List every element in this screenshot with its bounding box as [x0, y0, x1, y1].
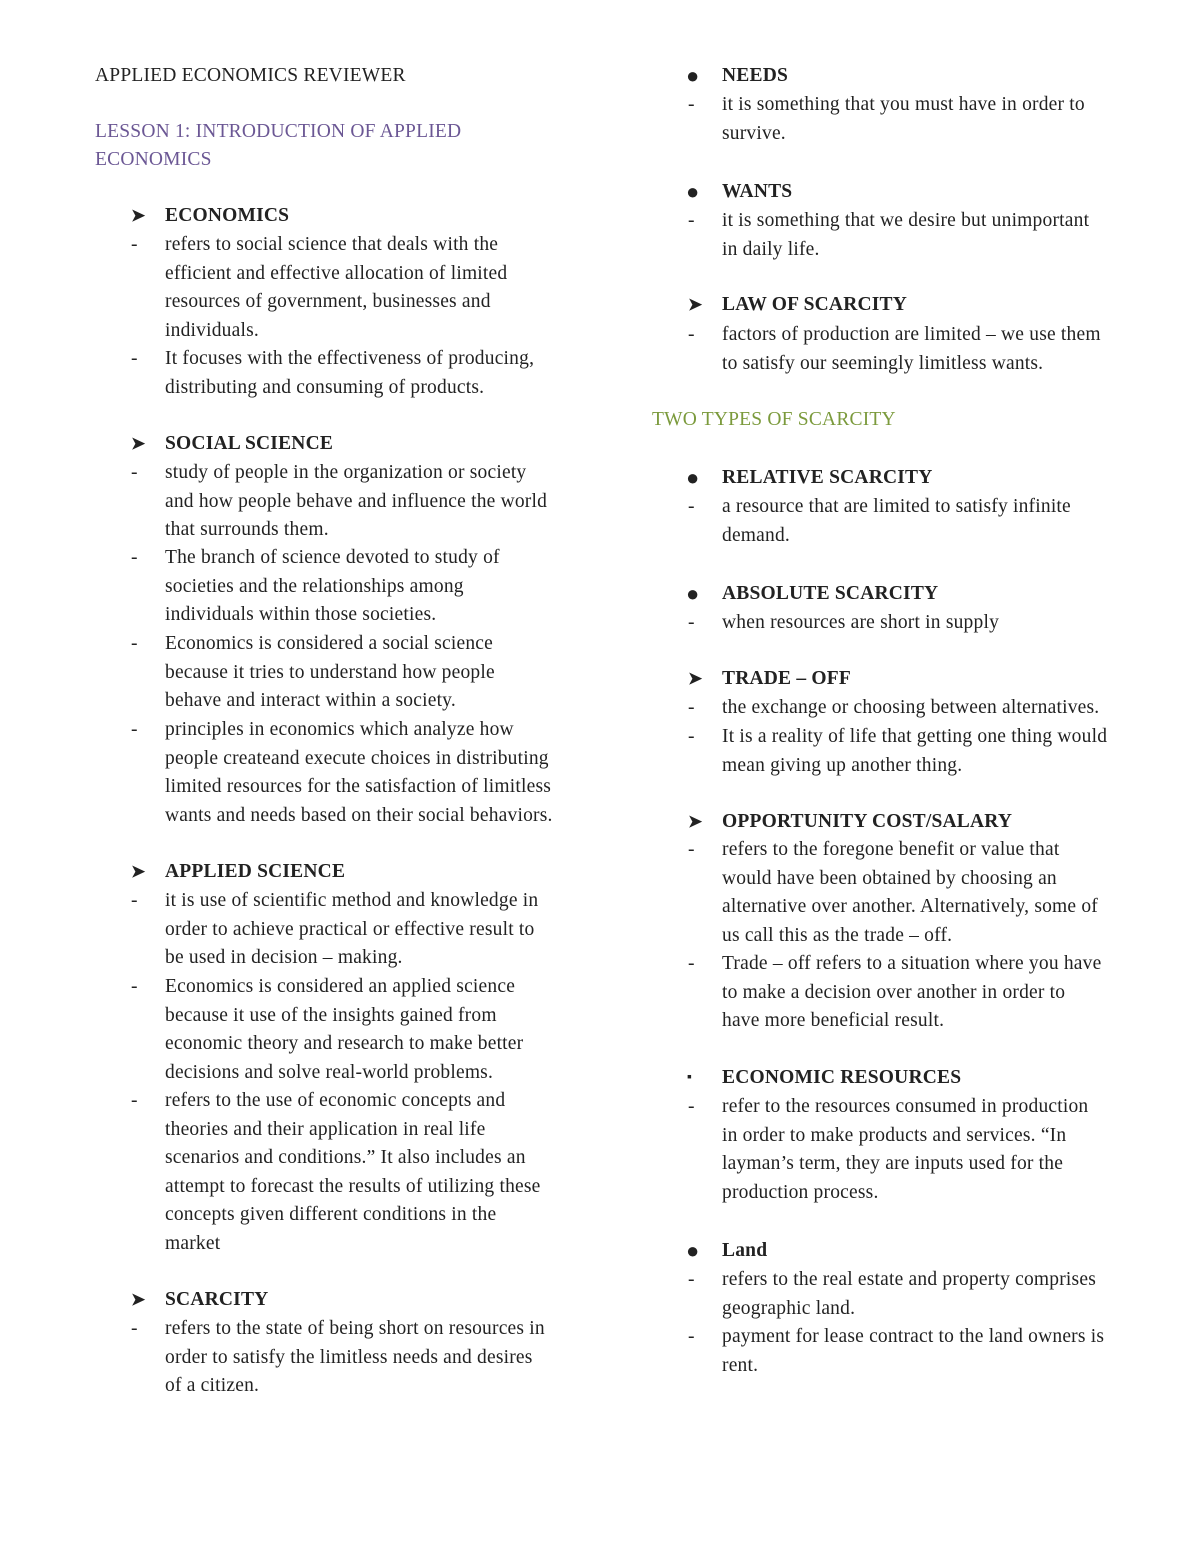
- definition-text: have more beneficial result.: [722, 1010, 945, 1031]
- section-heading: [652, 291, 1152, 319]
- dot-bullet-icon: ●: [686, 1238, 700, 1263]
- section-heading-text: WANTS: [722, 181, 793, 202]
- arrow-bullet-icon: ➤: [131, 434, 146, 453]
- definition-continuation: [95, 687, 595, 715]
- definition-continuation: [652, 1122, 1152, 1150]
- dash-bullet-icon: -: [688, 324, 695, 345]
- definition-text: alternative over another. Alternatively, some of: [722, 896, 1098, 917]
- dash-bullet-icon: -: [688, 210, 695, 231]
- definition-continuation: [95, 659, 595, 687]
- definition-text: behave and interact within a society.: [165, 690, 456, 711]
- definition-text: refers to the use of economic concepts and: [165, 1090, 506, 1111]
- dash-bullet-icon: -: [131, 719, 138, 740]
- section-heading-text: ECONOMIC RESOURCES: [722, 1067, 962, 1088]
- dash-bullet-icon: -: [688, 1096, 695, 1117]
- definition-continuation: [95, 916, 595, 944]
- dash-bullet-icon: -: [131, 234, 138, 255]
- definition-text: Economics is considered a social science: [165, 633, 494, 654]
- definition-continuation: [95, 1230, 595, 1258]
- definition-continuation: [95, 773, 595, 801]
- dot-bullet-icon: ●: [686, 581, 700, 606]
- definition-text: in daily life.: [722, 239, 820, 260]
- definition-item: [652, 950, 1152, 978]
- definition-text: and how people behave and influence the world: [165, 491, 548, 512]
- dash-bullet-icon: -: [131, 890, 138, 911]
- dash-bullet-icon: -: [688, 953, 695, 974]
- definition-item: [95, 1087, 595, 1115]
- definition-text: that surrounds them.: [165, 519, 329, 540]
- definition-text: to make a decision over another in order to: [722, 982, 1066, 1003]
- dash-bullet-icon: -: [688, 496, 695, 517]
- definition-text: it is something that we desire but unimportant: [722, 210, 1090, 231]
- definition-text: order to satisfy the limitless needs and desires: [165, 1347, 533, 1368]
- section-heading-text: ECONOMICS: [165, 205, 290, 226]
- definition-continuation: [95, 260, 595, 288]
- definition-item: [652, 91, 1152, 119]
- definition-item: [652, 836, 1152, 864]
- definition-continuation: [95, 1344, 595, 1372]
- definition-item: [95, 1315, 595, 1343]
- definition-continuation: [95, 1173, 595, 1201]
- definition-text: to satisfy our seemingly limitless wants.: [722, 353, 1044, 374]
- section-heading: [95, 1286, 595, 1314]
- definition-continuation: [95, 488, 595, 516]
- scarcity-types-heading: TWO TYPES OF SCARCITY: [652, 409, 896, 430]
- definition-item: [95, 630, 595, 658]
- definition-text: because it tries to understand how people: [165, 662, 495, 683]
- dot-bullet-icon: ●: [686, 63, 700, 88]
- definition-text: us call this as the trade – off.: [722, 925, 953, 946]
- definition-text: layman’s term, they are inputs used for the: [722, 1153, 1064, 1174]
- definition-text: principles in economics which analyze how: [165, 719, 514, 740]
- definition-continuation: [95, 601, 595, 629]
- definition-continuation: [95, 374, 595, 402]
- definition-item: [95, 345, 595, 373]
- dash-bullet-icon: -: [688, 839, 695, 860]
- definition-text: resources of government, businesses and: [165, 291, 491, 312]
- definition-continuation: [95, 516, 595, 544]
- definition-text: Trade – off refers to a situation where you have: [722, 953, 1102, 974]
- definition-item: [652, 1266, 1152, 1294]
- definition-text: because it use of the insights gained from: [165, 1005, 497, 1026]
- definition-continuation: [95, 802, 595, 830]
- section-heading-text: NEEDS: [722, 65, 789, 86]
- definition-text: market: [165, 1233, 221, 1254]
- definition-continuation: [652, 522, 1152, 550]
- definition-continuation: [95, 1059, 595, 1087]
- dash-bullet-icon: -: [688, 726, 695, 747]
- dash-bullet-icon: -: [131, 462, 138, 483]
- definition-continuation: [95, 1116, 595, 1144]
- definition-text: people createand execute choices in distributing: [165, 748, 549, 769]
- square-bullet-icon: ▪: [687, 1070, 693, 1085]
- section-heading: [95, 202, 595, 230]
- section-heading-text: SOCIAL SCIENCE: [165, 433, 334, 454]
- definition-text: wants and needs based on their social behaviors.: [165, 805, 553, 826]
- definition-continuation: [652, 1295, 1152, 1323]
- dash-bullet-icon: -: [131, 976, 138, 997]
- definition-item: [652, 1323, 1152, 1351]
- arrow-bullet-icon: ➤: [688, 812, 703, 831]
- definition-continuation: [652, 979, 1152, 1007]
- definition-text: individuals within those societies.: [165, 604, 437, 625]
- definition-continuation: [652, 752, 1152, 780]
- dash-bullet-icon: -: [688, 697, 695, 718]
- definition-text: in order to make products and services. “In: [722, 1125, 1067, 1146]
- definition-text: factors of production are limited – we use them: [722, 324, 1101, 345]
- definition-text: the exchange or choosing between alternatives.: [722, 697, 1100, 718]
- section-heading-text: TRADE – OFF: [722, 668, 851, 689]
- section-heading-text: APPLIED SCIENCE: [165, 861, 346, 882]
- definition-text: societies and the relationships among: [165, 576, 464, 597]
- definition-continuation: [95, 1030, 595, 1058]
- definition-text: it is use of scientific method and knowledge in: [165, 890, 539, 911]
- definition-text: when resources are short in supply: [722, 612, 1000, 633]
- dash-bullet-icon: -: [131, 1318, 138, 1339]
- document-title: APPLIED ECONOMICS REVIEWER: [95, 65, 406, 86]
- definition-text: geographic land.: [722, 1298, 856, 1319]
- arrow-bullet-icon: ➤: [688, 295, 703, 314]
- definition-continuation: [652, 1150, 1152, 1178]
- definition-item: [652, 1093, 1152, 1121]
- dash-bullet-icon: -: [688, 1326, 695, 1347]
- definition-text: refers to social science that deals with the: [165, 234, 499, 255]
- lesson-heading-line-1: LESSON 1: INTRODUCTION OF APPLIED: [95, 121, 462, 142]
- definition-continuation: [95, 1201, 595, 1229]
- definition-continuation: [652, 236, 1152, 264]
- definition-text: refers to the real estate and property comprises: [722, 1269, 1096, 1290]
- definition-text: refer to the resources consumed in production: [722, 1096, 1089, 1117]
- section-heading-text: Land: [722, 1240, 768, 1261]
- dash-bullet-icon: -: [131, 1090, 138, 1111]
- definition-continuation: [652, 893, 1152, 921]
- definition-continuation: [652, 350, 1152, 378]
- definition-item: [95, 973, 595, 1001]
- definition-text: efficient and effective allocation of limited: [165, 263, 508, 284]
- arrow-bullet-icon: ➤: [131, 862, 146, 881]
- definition-text: mean giving up another thing.: [722, 755, 963, 776]
- definition-text: distributing and consuming of products.: [165, 377, 485, 398]
- definition-item: [652, 493, 1152, 521]
- definition-text: Economics is considered an applied science: [165, 976, 516, 997]
- definition-text: be used in decision – making.: [165, 947, 403, 968]
- section-heading: [95, 858, 595, 886]
- definition-text: demand.: [722, 525, 791, 546]
- dash-bullet-icon: -: [688, 94, 695, 115]
- definition-continuation: [95, 944, 595, 972]
- definition-continuation: [95, 745, 595, 773]
- section-heading-text: LAW OF SCARCITY: [722, 294, 908, 315]
- definition-item: [95, 716, 595, 744]
- arrow-bullet-icon: ➤: [688, 669, 703, 688]
- definition-item: [652, 723, 1152, 751]
- section-heading-text: RELATIVE SCARCITY: [722, 467, 933, 488]
- section-heading: [652, 1237, 1152, 1265]
- definition-text: order to achieve practical or effective result to: [165, 919, 535, 940]
- definition-text: study of people in the organization or society: [165, 462, 527, 483]
- definition-continuation: [652, 1007, 1152, 1035]
- definition-continuation: [652, 865, 1152, 893]
- section-heading: [652, 1064, 1152, 1092]
- definition-text: theories and their application in real life: [165, 1119, 486, 1140]
- definition-text: individuals.: [165, 320, 259, 341]
- definition-item: [95, 459, 595, 487]
- dash-bullet-icon: -: [131, 348, 138, 369]
- definition-item: [652, 609, 1152, 637]
- definition-text: attempt to forecast the results of utilizing these: [165, 1176, 541, 1197]
- section-heading: [95, 430, 595, 458]
- definition-continuation: [652, 120, 1152, 148]
- section-heading: [652, 464, 1152, 492]
- definition-text: would have been obtained by choosing an: [722, 868, 1057, 889]
- definition-continuation: [95, 573, 595, 601]
- dot-bullet-icon: ●: [686, 179, 700, 204]
- section-heading: [652, 580, 1152, 608]
- section-heading: [652, 62, 1152, 90]
- dash-bullet-icon: -: [688, 612, 695, 633]
- section-heading-text: ABSOLUTE SCARCITY: [722, 583, 939, 604]
- definition-continuation: [95, 1144, 595, 1172]
- dot-bullet-icon: ●: [686, 465, 700, 490]
- definition-text: refers to the foregone benefit or value that: [722, 839, 1060, 860]
- section-heading: [652, 178, 1152, 206]
- dash-bullet-icon: -: [131, 633, 138, 654]
- definition-text: It is a reality of life that getting one thing would: [722, 726, 1108, 747]
- definition-continuation: [652, 922, 1152, 950]
- section-heading: [652, 665, 1152, 693]
- definition-text: it is something that you must have in order to: [722, 94, 1085, 115]
- definition-continuation: [652, 1179, 1152, 1207]
- definition-text: It focuses with the effectiveness of producing,: [165, 348, 535, 369]
- definition-text: of a citizen.: [165, 1375, 260, 1396]
- definition-continuation: [95, 288, 595, 316]
- lesson-heading-line-2: ECONOMICS: [95, 149, 212, 170]
- definition-item: [95, 887, 595, 915]
- definition-text: production process.: [722, 1182, 879, 1203]
- definition-text: survive.: [722, 123, 786, 144]
- definition-item: [652, 207, 1152, 235]
- definition-text: rent.: [722, 1355, 759, 1376]
- definition-text: The branch of science devoted to study of: [165, 547, 500, 568]
- section-heading-text: OPPORTUNITY COST/SALARY: [722, 811, 1013, 832]
- section-heading: [652, 808, 1152, 836]
- definition-text: refers to the state of being short on resources in: [165, 1318, 545, 1339]
- definition-continuation: [95, 1372, 595, 1400]
- arrow-bullet-icon: ➤: [131, 206, 146, 225]
- definition-item: [95, 231, 595, 259]
- definition-item: [652, 321, 1152, 349]
- section-heading-text: SCARCITY: [165, 1289, 269, 1310]
- definition-item: [95, 544, 595, 572]
- definition-continuation: [95, 317, 595, 345]
- dash-bullet-icon: -: [688, 1269, 695, 1290]
- definition-text: limited resources for the satisfaction of limitless: [165, 776, 552, 797]
- definition-text: decisions and solve real-world problems.: [165, 1062, 494, 1083]
- definition-continuation: [95, 1002, 595, 1030]
- definition-text: payment for lease contract to the land owners is: [722, 1326, 1105, 1347]
- definition-text: economic theory and research to make better: [165, 1033, 524, 1054]
- definition-text: scenarios and conditions.” It also includes an: [165, 1147, 526, 1168]
- definition-text: a resource that are limited to satisfy infinite: [722, 496, 1071, 517]
- arrow-bullet-icon: ➤: [131, 1290, 146, 1309]
- definition-continuation: [652, 1352, 1152, 1380]
- definition-item: [652, 694, 1152, 722]
- definition-text: concepts given different conditions in the: [165, 1204, 497, 1225]
- dash-bullet-icon: -: [131, 547, 138, 568]
